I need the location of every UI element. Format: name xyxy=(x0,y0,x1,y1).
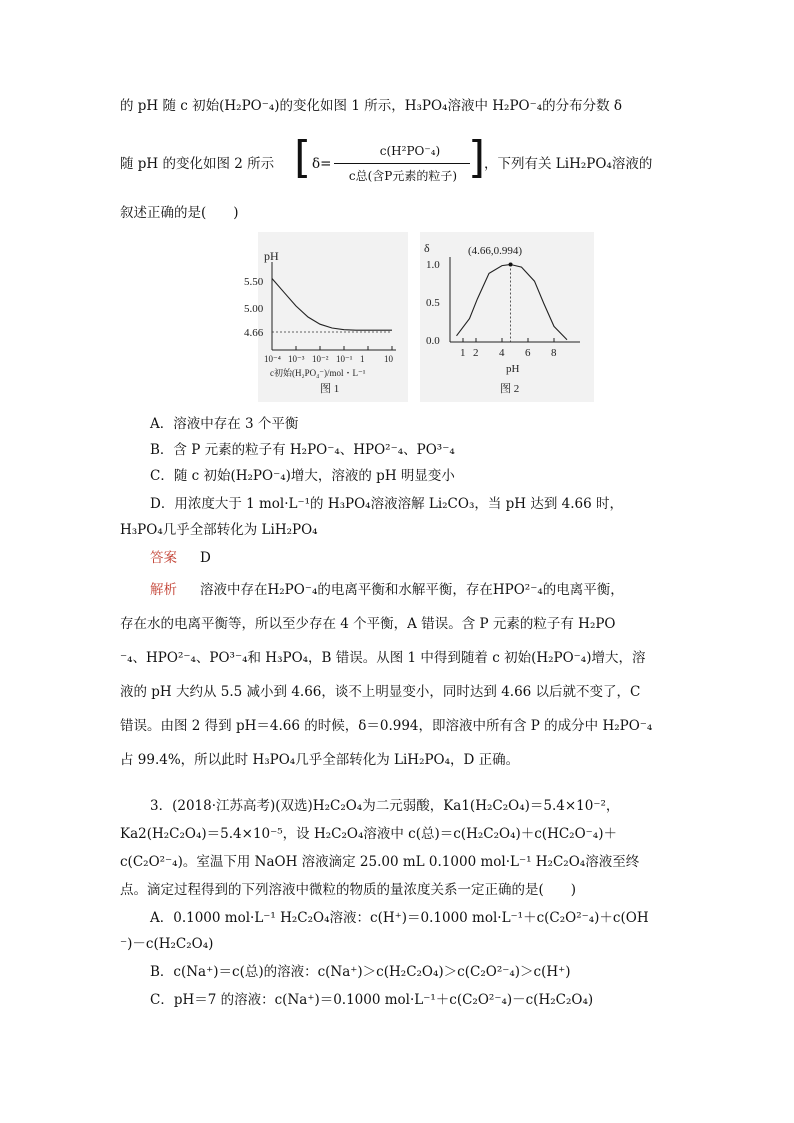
option-d-line-1: D．用浓度大于 1 mol·L⁻¹的 H₃PO₄溶液溶解 Li₂CO₃，当 pH 达到 4.66 时， xyxy=(150,496,624,512)
analysis-line-3: ⁻₄、HPO²⁻₄、PO³⁻₄和 H₃PO₄，B 错误。从图 1 中得到随着 c 初始(H₂PO⁻₄)增大，溶 xyxy=(120,650,646,666)
formula-left-bracket: [ xyxy=(294,132,312,183)
fig2-ytick: 1.0 xyxy=(426,259,440,271)
answer-value: D xyxy=(200,550,211,566)
fig1-ytick: 4.66 xyxy=(244,327,264,339)
fig2-xtick-label: 2 xyxy=(473,347,479,359)
fig1-xtick-label: 10⁻¹ xyxy=(336,354,353,364)
formula-right-bracket: ] xyxy=(468,132,486,183)
formula-fraction-bar xyxy=(334,163,470,164)
option-a: A．溶液中存在 3 个平衡 xyxy=(150,416,299,432)
fig1-ylabel: pH xyxy=(264,249,279,263)
option-c: C．随 c 初始(H₂PO⁻₄)增大，溶液的 pH 明显变小 xyxy=(150,468,455,484)
intro-line-3: 叙述正确的是( ) xyxy=(120,205,239,221)
fig1-ytick: 5.50 xyxy=(244,276,264,288)
fig1-xtick-label: 1 xyxy=(360,354,365,364)
formula-denominator: c总(含P元素的粒子) xyxy=(348,169,458,183)
fig2-xtick-label: 1 xyxy=(460,347,466,359)
formula-lhs: δ= xyxy=(312,156,332,172)
fig2-xtick-label: 6 xyxy=(525,347,531,359)
fig1-xlabel: c初始(H₂PO₄⁻)/mol・L⁻¹ xyxy=(270,368,366,378)
fig2-ytick: 0.0 xyxy=(426,335,440,347)
analysis-line-6: 占 99.4%，所以此时 H₃PO₄几乎全部转化为 LiH₂PO₄，D 正确。 xyxy=(120,752,520,768)
fig2-ytick: 0.5 xyxy=(426,297,440,309)
fig2-xtick-label: 4 xyxy=(499,347,505,359)
q3-option-c: C．pH＝7 的溶液：c(Na⁺)＝0.1000 mol·L⁻¹＋c(C₂O²⁻₄)－c(H₂C₂O₄) xyxy=(150,992,594,1008)
figure-2-chart xyxy=(420,232,594,402)
q3-option-b: B．c(Na⁺)＝c(总)的溶液：c(Na⁺)＞c(H₂C₂O₄)＞c(C₂O²⁻₄)＞c(H⁺) xyxy=(150,964,571,980)
option-d-line-2: H₃PO₄几乎全部转化为 LiH₂PO₄ xyxy=(120,522,318,538)
fig1-ytick: 5.00 xyxy=(244,303,264,315)
fig1-xtick-label: 10⁻² xyxy=(312,354,329,364)
fig1-xtick-label: 10 xyxy=(384,354,393,364)
q3-line-1: 3．(2018·江苏高考)(双选)H₂C₂O₄为二元弱酸，Ka1(H₂C₂O₄)＝5.4×10⁻²， xyxy=(150,798,620,814)
answer-label: 答案 xyxy=(150,550,177,566)
analysis-line-2: 存在水的电离平衡等，所以至少存在 4 个平衡，A 错误。含 P 元素的粒子有 H₂PO xyxy=(120,616,616,632)
fig2-xtick-label: 8 xyxy=(551,347,557,359)
intro-line-2-pre: 随 pH 的变化如图 2 所示 xyxy=(120,156,275,172)
analysis-line-5: 错误。由图 2 得到 pH＝4.66 的时候，δ＝0.994，即溶液中所有含 P 的成分中 H₂PO⁻₄ xyxy=(120,718,653,734)
formula-numerator: c(H²PO⁻₄) xyxy=(379,144,441,158)
q3-line-4: 点。滴定过程得到的下列溶液中微粒的物质的量浓度关系一定正确的是( ) xyxy=(120,882,577,898)
analysis-line-1: 溶液中存在H₂PO⁻₄的电离平衡和水解平衡，存在HPO²⁻₄的电离平衡， xyxy=(200,582,624,598)
fig2-peak-annotation: (4.66,0.994) xyxy=(468,245,523,257)
fig2-curve xyxy=(457,265,568,340)
fig1-xtick-label: 10⁻³ xyxy=(288,354,305,364)
intro-line-2-post: ，下列有关 LiH₂PO₄溶液的 xyxy=(484,156,653,172)
q3-line-3: c(C₂O²⁻₄)。室温下用 NaOH 溶液滴定 25.00 mL 0.1000 mol·L⁻¹ H₂C₂O₄溶液至终 xyxy=(120,854,640,870)
figure-1-chart xyxy=(244,232,408,402)
analysis-line-4: 液的 pH 大约从 5.5 减小到 4.66，谈不上明显变小，同时达到 4.66 以后就不变了，C xyxy=(120,684,641,700)
fig1-caption: 图 1 xyxy=(320,383,340,395)
fig1-curve xyxy=(272,279,392,331)
intro-line-1: 的 pH 随 c 初始(H₂PO⁻₄)的变化如图 1 所示，H₃PO₄溶液中 H₂PO⁻₄的分布分数 δ xyxy=(120,98,623,114)
option-b: B．含 P 元素的粒子有 H₂PO⁻₄、HPO²⁻₄、PO³⁻₄ xyxy=(150,442,455,458)
q3-line-2: Ka2(H₂C₂O₄)＝5.4×10⁻⁵，设 H₂C₂O₄溶液中 c(总)＝c(H₂C₂O₄)＋c(HC₂O⁻₄)＋ xyxy=(120,826,617,842)
fig1-xtick-label: 10⁻⁴ xyxy=(264,354,281,364)
q3-option-a-line-2: ⁻)－c(H₂C₂O₄) xyxy=(120,936,214,952)
fig2-ylabel: δ xyxy=(424,241,430,255)
analysis-label: 解析 xyxy=(150,582,177,598)
fig2-xlabel: pH xyxy=(506,363,520,375)
q3-option-a-line-1: A．0.1000 mol·L⁻¹ H₂C₂O₄溶液：c(H⁺)＝0.1000 mol·L⁻¹＋c(C₂O²⁻₄)＋c(OH xyxy=(150,910,649,926)
fig2-caption: 图 2 xyxy=(500,383,520,395)
fig2-peak-point xyxy=(509,262,513,266)
